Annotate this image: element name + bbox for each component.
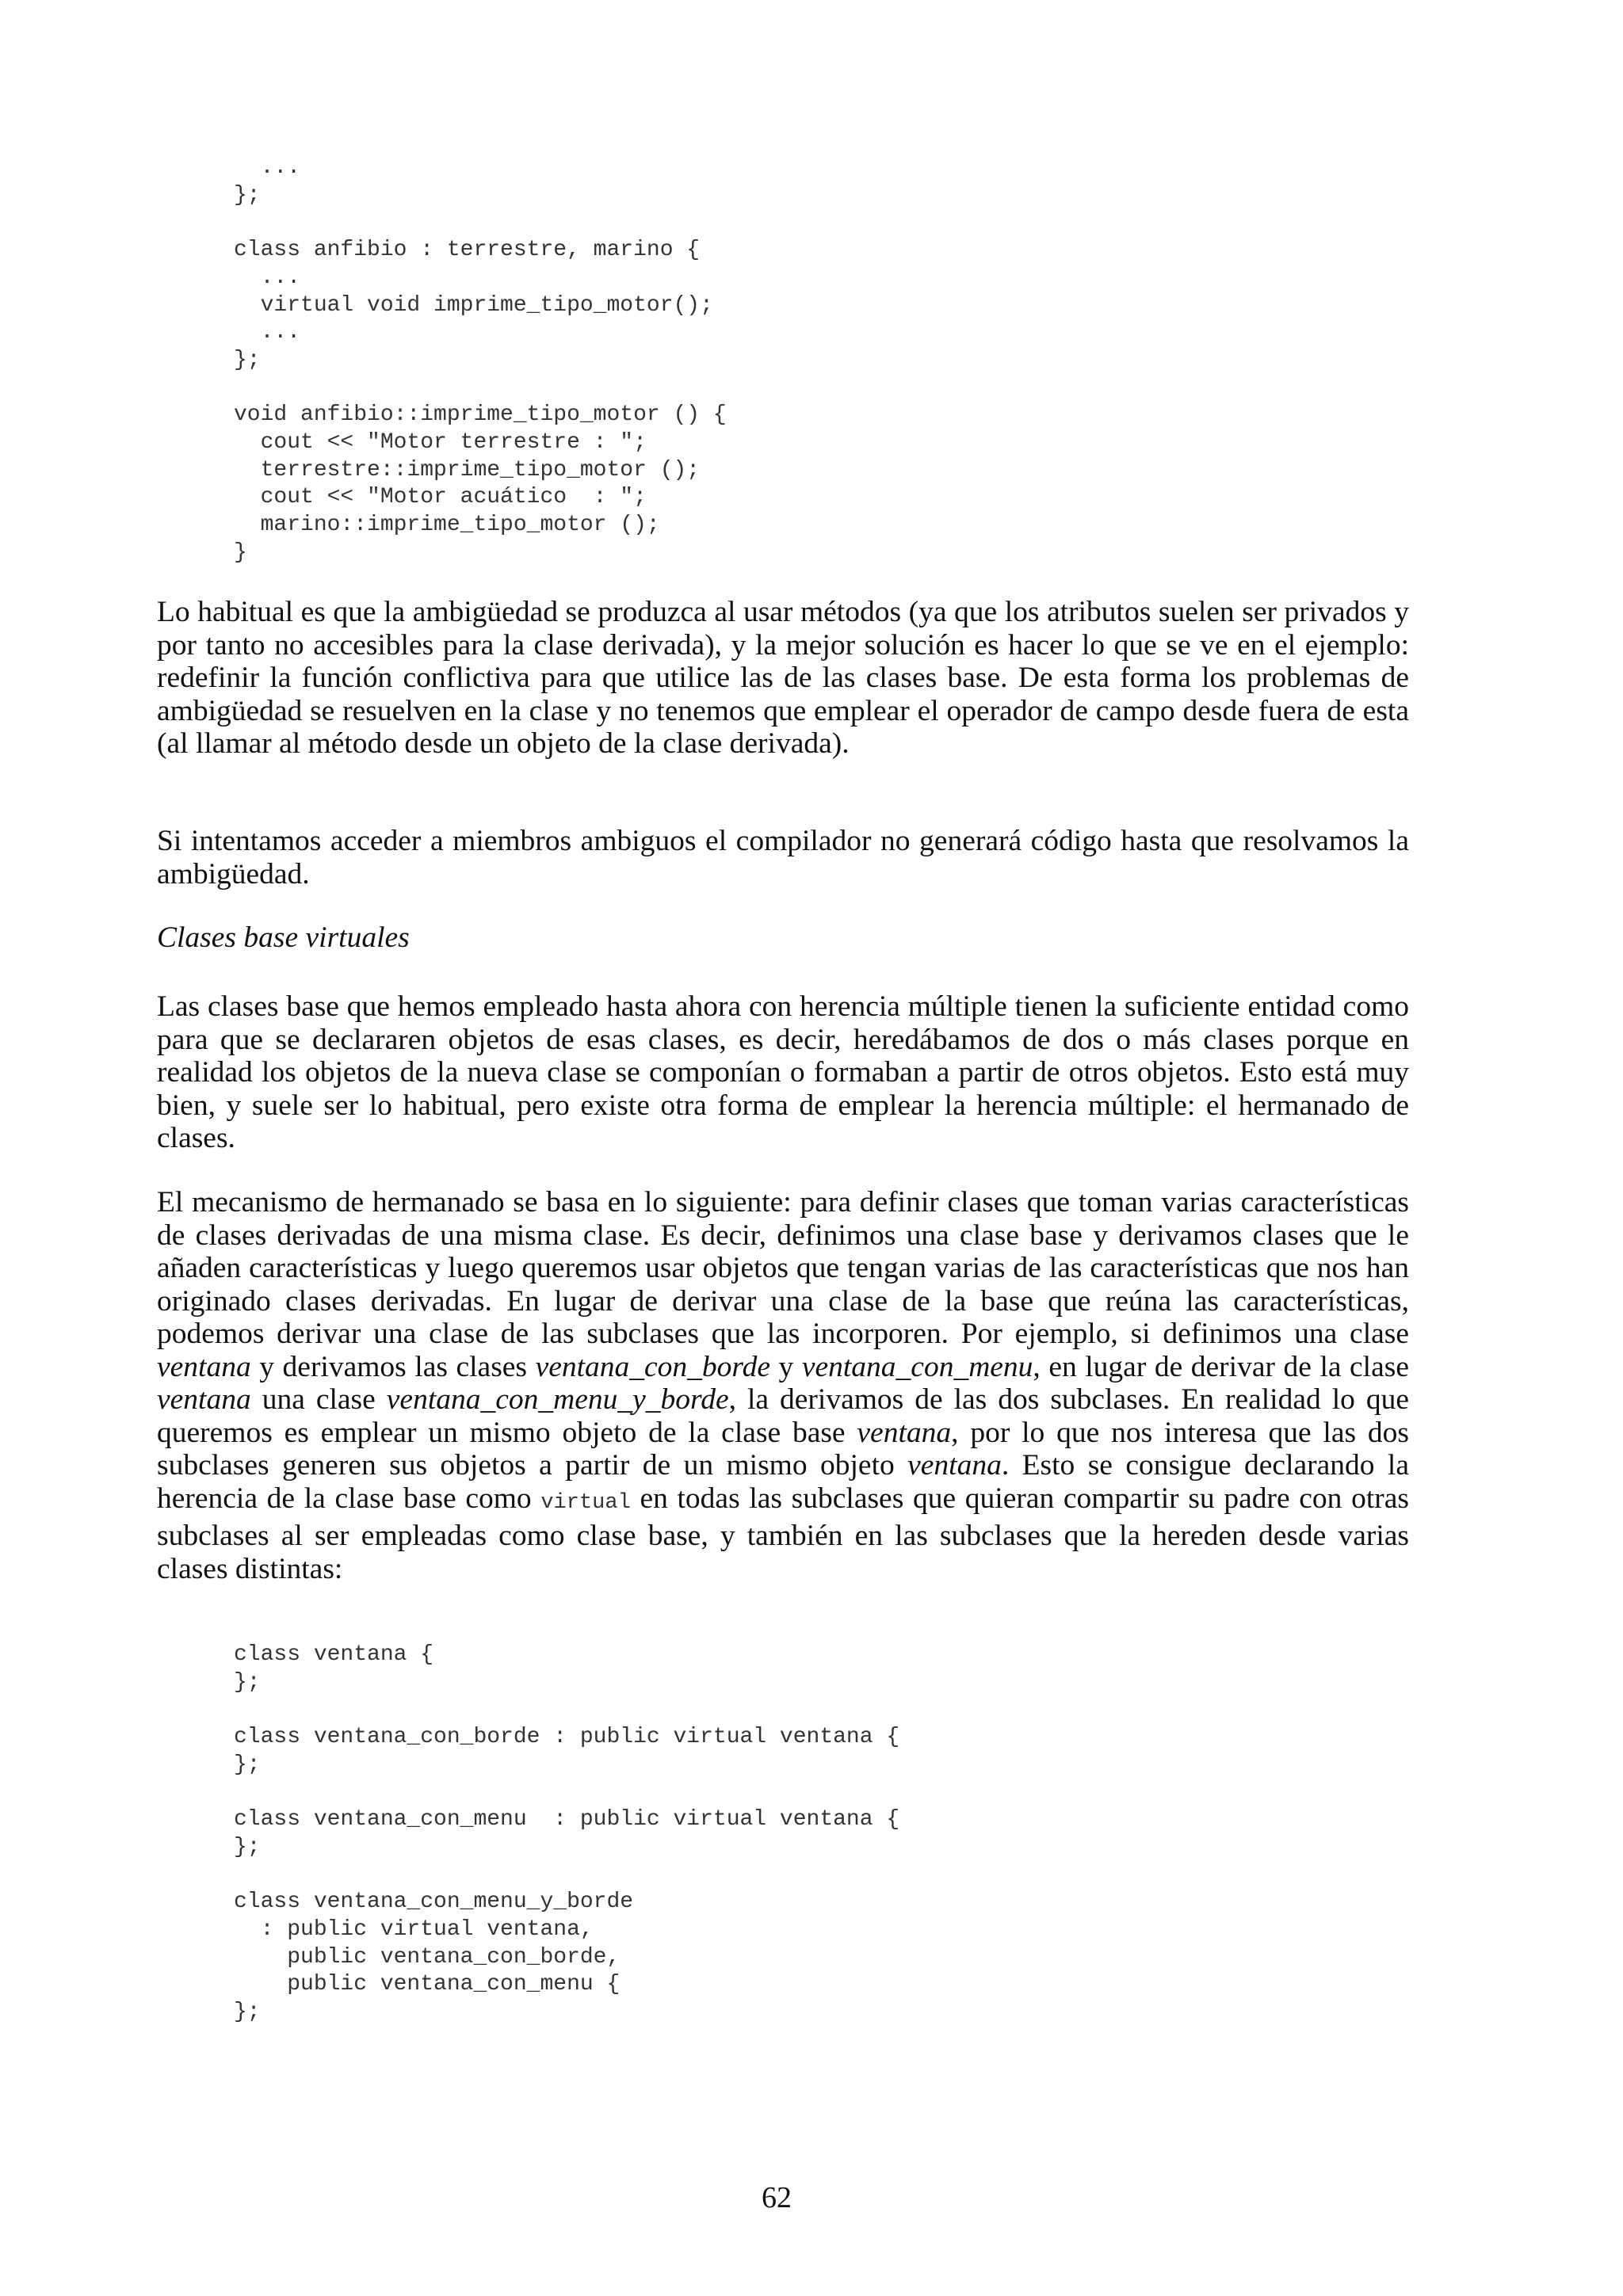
- paragraph-miembros-ambiguos: Si intentamos acceder a miembros ambiguos el compilador no generará código hasta que resolvamos la ambigüedad.: [157, 825, 1409, 891]
- paragraph-ambiguedad-metodos: Lo habitual es que la ambigüedad se produzca al usar métodos (ya que los atributos suelen ser privados y por tanto no accesibles para la clase derivada), y la mejor solución es hacer lo que se ve en el ejemplo: redefinir la función conflictiva para que utilice las de las clases base. De esta forma los problemas de ambigüedad se resuelven en la clase y no tenemos que emplear el operador de campo desde fuera de esta (al llamar al método desde un objeto de la clase derivada).: [157, 596, 1409, 760]
- text-run: y: [770, 1350, 802, 1383]
- code-block-anfibio: ... }; class anfibio : terrestre, marino { ... virtual void imprime_tipo_motor(); ... }; void anfibio::imprime_tipo_motor () { cout << "Motor terrestre : "; terrestre::imprime_tipo_motor (); cout << "Motor acuático : "; marino::imprime_tipo_motor (); }: [234, 155, 727, 565]
- text-run: , por lo que nos interesa que las dos subclases generen sus objetos a partir de un mismo objeto: [157, 1416, 1409, 1482]
- text-run: , en lugar de derivar de la clase: [1033, 1350, 1409, 1383]
- italic-term: ventana: [157, 1350, 251, 1383]
- italic-term: ventana: [157, 1383, 251, 1416]
- text-run: El mecanismo de hermanado se basa en lo siguiente: para definir clases que toman varias características de clases derivadas de una misma clase. Es decir, definimos una clase base y derivamos clases que le añaden características y luego queremos usar objetos que tengan varias de las características que nos han originado clases derivadas. En lugar de derivar una clase de la base que reúna las características, podemos derivar una clase de las subclases que las incorporen. Por ejemplo, si definimos una clase: [157, 1186, 1409, 1350]
- text-run: y derivamos las clases: [250, 1350, 536, 1383]
- section-heading: Clases base virtuales: [157, 921, 410, 954]
- text-run: , la derivamos de las dos subclases. En realidad lo que queremos es emplear un mismo objeto de la clase base: [157, 1383, 1410, 1449]
- italic-term: ventana: [907, 1449, 1002, 1482]
- inline-code: virtual: [540, 1490, 631, 1515]
- text-run: una clase: [250, 1383, 387, 1416]
- italic-term: ventana_con_borde: [535, 1350, 771, 1383]
- page-number: 62: [762, 2181, 792, 2214]
- text-run: en todas las subclases que quieran compartir su padre con otras subclases al ser empleadas como clase base, y también en las subclases que la hereden desde varias clases distintas:: [157, 1482, 1409, 1585]
- paragraph-clases-base: Las clases base que hemos empleado hasta ahora con herencia múltiple tienen la suficiente entidad como para que se declararen objetos de esas clases, es decir, heredábamos de dos o más clases porque en realidad los objetos de la nueva clase se componían o formaban a partir de otros objetos. Esto está muy bien, y suele ser lo habitual, pero existe otra forma de emplear la herencia múltiple: el hermanado de clases.: [157, 990, 1409, 1154]
- code-block-ventana: class ventana { }; class ventana_con_borde : public virtual ventana { }; class ventana_con_menu : public virtual ventana { }; class ventana_con_menu_y_borde : public virtual ventana, public ventana_con_borde, public ventana_con_menu { };: [234, 1642, 900, 2025]
- italic-term: ventana_con_menu: [801, 1350, 1033, 1383]
- paragraph-hermanado: [157, 1186, 1409, 1585]
- italic-term: ventana: [857, 1416, 952, 1449]
- italic-term: ventana_con_menu_y_borde: [386, 1383, 729, 1416]
- text-run: . Esto se consigue declarando la herencia de la clase base como: [157, 1449, 1409, 1515]
